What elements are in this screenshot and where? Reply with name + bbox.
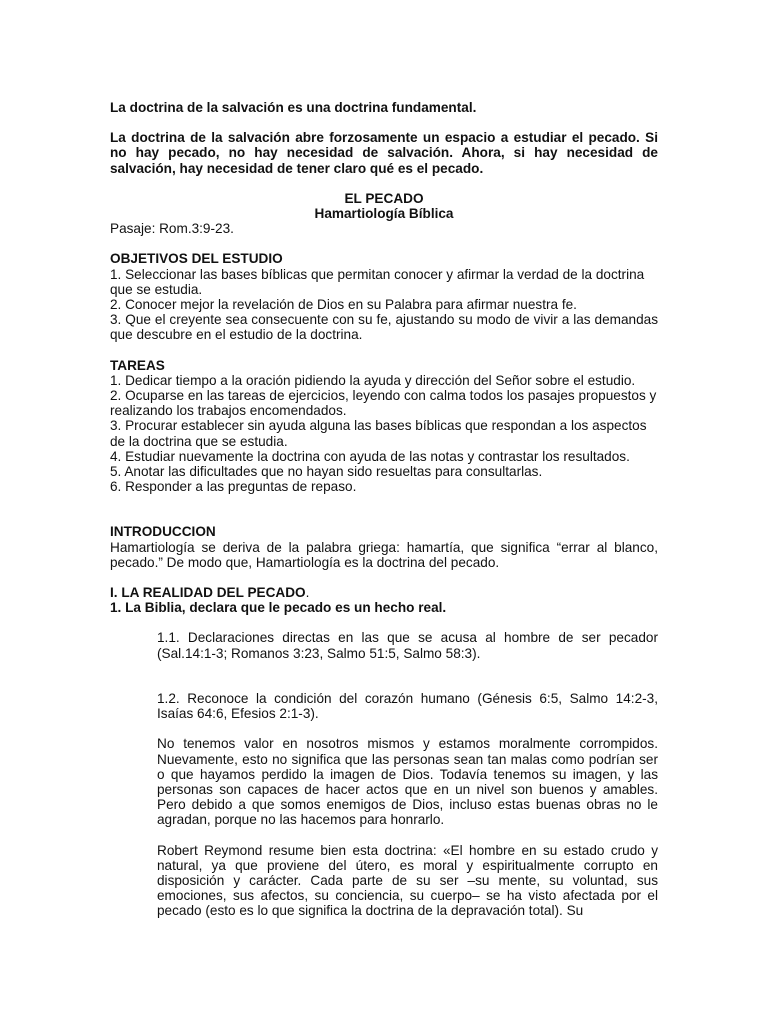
task-item: 4. Estudiar nuevamente la doctrina con ayuda de las notas y contrastar los resultados. (110, 448, 630, 464)
intro-paragraph: La doctrina de la salvación abre forzosamente un espacio a estudiar el pecado. Si no hay pecado, no hay necesidad de salvación. Ahora, si hay necesidad de salvación, hay necesidad de tener claro qué es el pecado. (110, 130, 658, 176)
objective-item: 2. Conocer mejor la revelación de Dios en su Palabra para afirmar nuestra fe. (110, 297, 577, 313)
quote-paragraph: Robert Reymond resume bien esta doctrina: «El hombre en su estado crudo y natural, ya que proviene del útero, es moral y espiritualmente corrupto en disposición y carácter. Cada parte de su ser –su mente, su voluntad, sus emociones, sus afectos, su conciencia, su cuerpo– se ha visto afectada por el pecado (esto es lo que significa la doctrina de la depravación total). Su (157, 842, 658, 919)
task-item: 6. Responder a las preguntas de repaso. (110, 479, 357, 495)
task-item: 3. Procurar establecer sin ayuda alguna las bases bíblicas que respondan a los aspectos de la doctrina que se estudia. (110, 418, 647, 449)
passage-reference: Pasaje: Rom.3:9-23. (110, 221, 234, 237)
tasks-heading: TAREAS (110, 357, 165, 373)
objectives-heading: OBJETIVOS DEL ESTUDIO (110, 251, 283, 267)
body-paragraph: No tenemos valor en nosotros mismos y estamos moralmente corrompidos. Nuevamente, esto no significa que las personas sean tan malas como podrían ser o que hayamos perdido la imagen de Dios. Todavía tenemos su imagen, y las personas son capaces de hacer actos que en un nivel son buenos y amables. Pero debido a que somos enemigos de Dios, incluso estas buenas obras no le agradan, porque no las hacemos para honrarlo. (157, 736, 658, 828)
task-item: 5. Anotar las dificultades que no hayan sido resueltas para consultarlas. (110, 464, 543, 480)
document-body (110, 100, 658, 919)
section-heading (110, 585, 658, 600)
section-subheading: 1. La Biblia, declara que le pecado es un hecho real. (110, 600, 447, 616)
introduction-heading: INTRODUCCION (110, 524, 216, 540)
document-subtitle: Hamartiología Bíblica (314, 206, 454, 222)
task-item: 2. Ocuparse en las tareas de ejercicios, leyendo con calma todos los pasajes propuestos y realizando los trabajos encomendados. (110, 388, 657, 419)
section-heading-suffix: . (305, 585, 310, 601)
section-heading-text: I. LA REALIDAD DEL PECADO (110, 585, 306, 601)
point-1-2: 1.2. Reconoce la condición del corazón humano (Génesis 6:5, Salmo 14:2-3, Isaías 64:6, Efesios 2:1-3). (157, 690, 658, 722)
task-item: 1. Dedicar tiempo a la oración pidiendo la ayuda y dirección del Señor sobre el estudio. (110, 372, 636, 388)
document-title: EL PECADO (344, 190, 424, 206)
introduction-text: Hamartiología se deriva de la palabra griega: hamartía, que significa “errar al blanco, pecado.” De modo que, Hamartiología es la doctrina del pecado. (110, 539, 658, 570)
objective-item: 1. Seleccionar las bases bíblicas que permitan conocer y afirmar la verdad de la doctrina que se estudia. (110, 266, 645, 297)
intro-statement: La doctrina de la salvación es una doctrina fundamental. (110, 100, 477, 115)
point-1-1: 1.1. Declaraciones directas en las que se acusa al hombre de ser pecador (Sal.14:1-3; Romanos 3:23, Salmo 51:5, Salmo 58:3). (157, 630, 658, 661)
objective-item: 3. Que el creyente sea consecuente con su fe, ajustando su modo de vivir a las demandas que descubre en el estudio de la doctrina. (110, 312, 658, 343)
